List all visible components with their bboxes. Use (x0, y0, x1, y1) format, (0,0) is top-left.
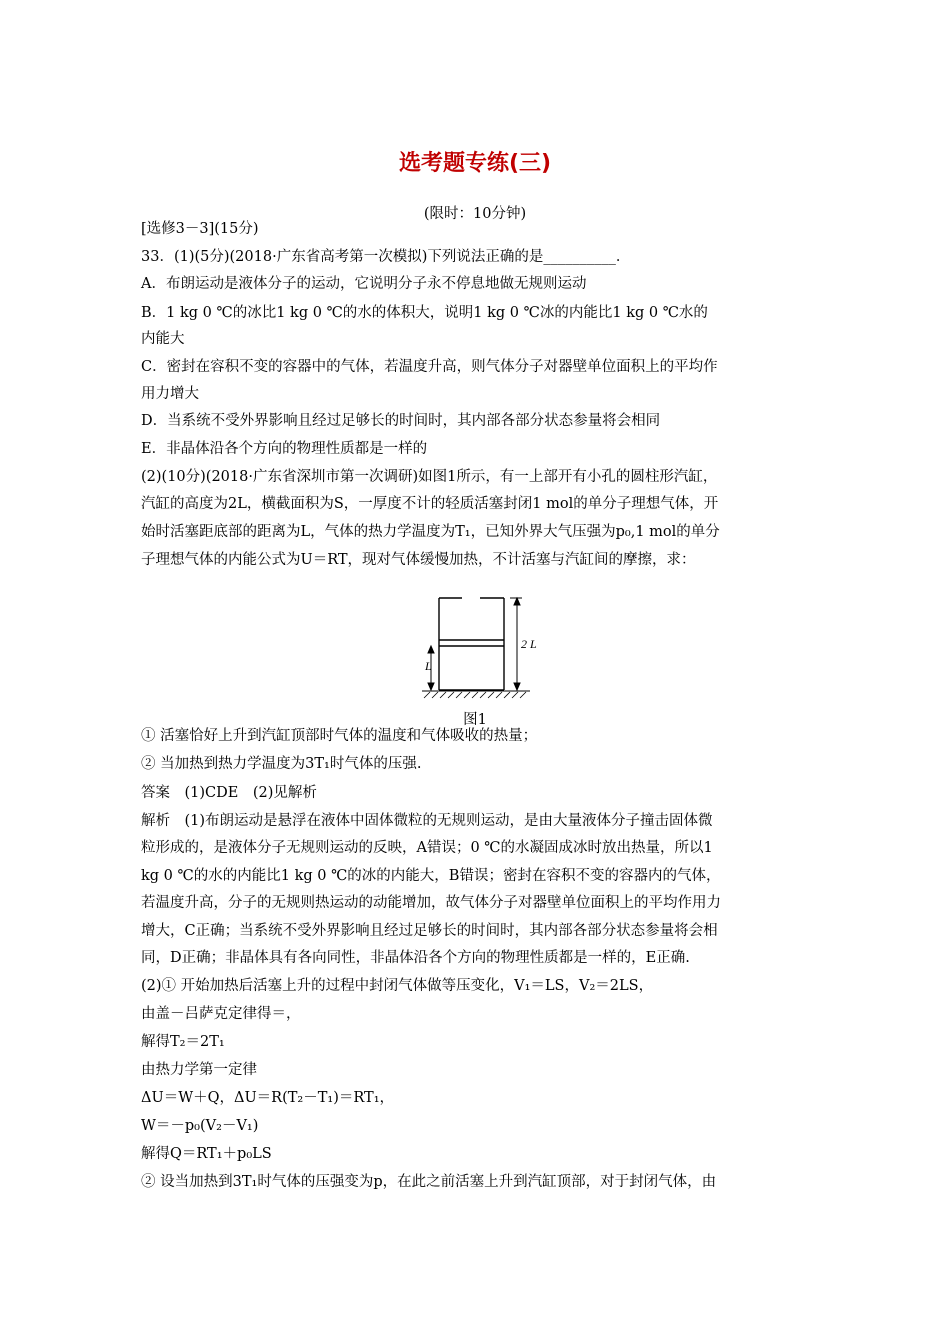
text-line: 解得Q＝RT₁＋p₀LS (141, 1146, 272, 1162)
text-line: 同，D正确；非晶体具有各向同性，非晶体沿各个方向的物理性质都是一样的，E正确. (141, 950, 690, 966)
text-line: 解得T₂＝2T₁ (141, 1034, 225, 1050)
text-line: [选修3－3](15分) (141, 221, 259, 237)
text-line: ② 当加热到热力学温度为3T₁时气体的压强. (141, 756, 422, 772)
text-line: 子理想气体的内能公式为U＝RT，现对气体缓慢加热，不计活塞与汽缸间的摩擦，求： (141, 552, 696, 568)
text-line: 始时活塞距底部的距离为L，气体的热力学温度为T₁，已知外界大气压强为p₀,1 mol的单分 (141, 524, 720, 540)
text-line: (2)① 开始加热后活塞上升的过程中封闭气体做等压变化，V₁＝LS，V₂＝2LS， (141, 978, 654, 994)
cylinder-figure (418, 590, 538, 700)
label-2L: 2 L (521, 637, 537, 651)
text-line: ΔU＝W＋Q，ΔU＝R(T₂－T₁)＝RT₁， (141, 1090, 395, 1106)
text-line: 汽缸的高度为2L，横截面积为S，一厚度不计的轻质活塞封闭1 mol的单分子理想气体，开 (141, 496, 719, 512)
text-line: 解析 (1)布朗运动是悬浮在液体中固体微粒的无规则运动，是由大量液体分子撞击固体微 (141, 813, 713, 829)
text-line: 33．(1)(5分)(2018·广东省高考第一次模拟)下列说法正确的是__________． (141, 249, 631, 265)
text-line: A．布朗运动是液体分子的运动，它说明分子永不停息地做无规则运动 (141, 276, 587, 292)
text-line: ② 设当加热到3T₁时气体的压强变为p，在此之前活塞上升到汽缸顶部，对于封闭气体，由 (141, 1174, 717, 1190)
text-line: C．密封在容积不变的容器中的气体，若温度升高，则气体分子对器壁单位面积上的平均作 (141, 359, 718, 375)
text-line: 粒形成的，是液体分子无规则运动的反映，A错误；0 ℃的水凝固成冰时放出热量，所以1 (141, 840, 713, 856)
text-line: W＝－p₀(V₂－V₁) (141, 1118, 259, 1134)
text-line: 用力增大 (141, 386, 199, 402)
label-L: L (425, 659, 432, 673)
text-line: 由盖－吕萨克定律得＝， (141, 1006, 301, 1022)
text-line: 答案 (1)CDE (2)见解析 (141, 785, 317, 801)
text-line: 增大，C正确；当系统不受外界影响且经过足够长的时间时，其内部各部分状态参量将会相 (141, 923, 718, 939)
text-line: 若温度升高，分子的无规则热运动的动能增加，故气体分子对器壁单位面积上的平均作用力 (141, 895, 721, 911)
figure-caption: 图1 (463, 712, 487, 728)
time-limit: (限时：10分钟) (423, 206, 527, 222)
text-line: (2)(10分)(2018·广东省深圳市第一次调研)如图1所示，有一上部开有小孔的圆柱形汽缸， (141, 469, 718, 485)
page-title: 选考题专练(三) (398, 151, 552, 176)
text-line: kg 0 ℃的水的内能比1 kg 0 ℃的冰的内能大，B错误；密封在容积不变的容器内的气体， (141, 868, 721, 884)
text-line: E．非晶体沿各个方向的物理性质都是一样的 (141, 441, 428, 457)
text-line: 内能大 (141, 331, 185, 347)
text-line: D．当系统不受外界影响且经过足够长的时间时，其内部各部分状态参量将会相同 (141, 413, 661, 429)
text-line: B．1 kg 0 ℃的冰比1 kg 0 ℃的水的体积大，说明1 kg 0 ℃冰的内能比1 kg 0 ℃水的 (141, 305, 708, 321)
text-line: ① 活塞恰好上升到汽缸顶部时气体的温度和气体吸收的热量； (141, 728, 538, 744)
text-line: 由热力学第一定律 (141, 1062, 257, 1078)
